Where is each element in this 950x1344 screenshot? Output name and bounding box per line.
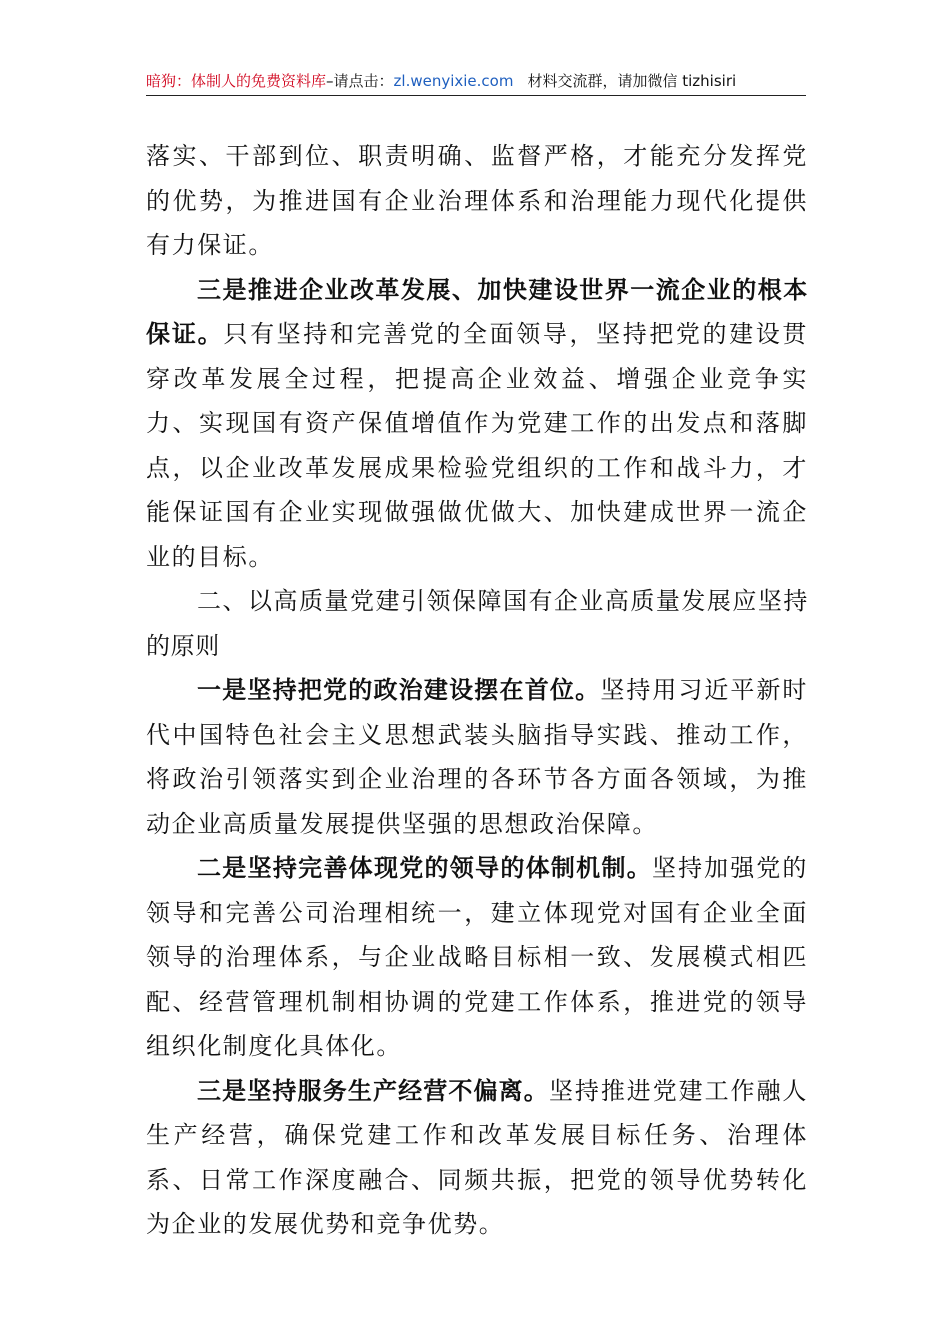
paragraph-principle-one: [146, 668, 808, 846]
paragraph-point-three: [146, 268, 808, 580]
paragraph-text: 坚持推进党建工作融人生产经营，确保党建工作和改革发展目标任务、治理体系、日常工作深度融合、同频共振，把党的领导优势转化为企业的发展优势和竞争优势。: [146, 1076, 809, 1238]
header-site-link[interactable]: zl.wenyixie.com: [393, 72, 514, 90]
page-header: [146, 68, 806, 94]
document-body: [146, 134, 808, 1247]
section-heading: 二、以高质量党建引领保障国有企业高质量发展应坚持的原则: [146, 587, 808, 660]
paragraph-text: 只有坚持和完善党的全面领导，坚持把党的建设贯穿改革发展全过程，把提高企业效益、增强企业竞争实力、实现国有资产保值增值作为党建工作的出发点和落脚点，以企业改革发展成果检验党组织的工作和战斗力，才能保证国有企业实现做强做优做大、加快建成世界一流企业的目标。: [146, 320, 808, 571]
header-brand: 暗狗：体制人的免费资料库: [146, 72, 327, 90]
paragraph-text: 坚持加强党的领导和完善公司治理相统一，建立体现党对国有企业全面领导的治理体系，与企业战略目标相一致、发展模式相匹配、经营管理机制相协调的党建工作体系，推进党的领导组织化制度化具体化。: [146, 854, 808, 1060]
header-divider: [146, 95, 806, 96]
paragraph-principle-three: [146, 1069, 808, 1247]
header-group-note: 材料交流群，请加微信 tizhisiri: [527, 72, 737, 90]
paragraph-continuation: [146, 134, 808, 268]
paragraph-text: 落实、干部到位、职责明确、监督严格，才能充分发挥党的优势，为推进国有企业治理体系和治理能力现代化提供有力保证。: [146, 142, 808, 259]
paragraph-lead: 三是推进企业改革发展、加快建设世界一流企业的根本保证。: [146, 275, 808, 348]
paragraph-text: 坚持用习近平新时代中国特色社会主义思想武装头脑指导实践、推动工作，将政治引领落实到企业治理的各环节各方面各领域，为推动企业高质量发展提供坚强的思想政治保障。: [146, 676, 808, 838]
header-click-prefix: –请点击：: [326, 72, 394, 90]
paragraph-lead: 一是坚持把党的政治建设摆在首位。: [197, 676, 601, 704]
paragraph-lead: 三是坚持服务生产经营不偏离。: [197, 1076, 549, 1105]
paragraph-principle-two: [146, 846, 808, 1069]
paragraph-lead: 二是坚持完善体现党的领导的体制机制。: [197, 854, 652, 882]
